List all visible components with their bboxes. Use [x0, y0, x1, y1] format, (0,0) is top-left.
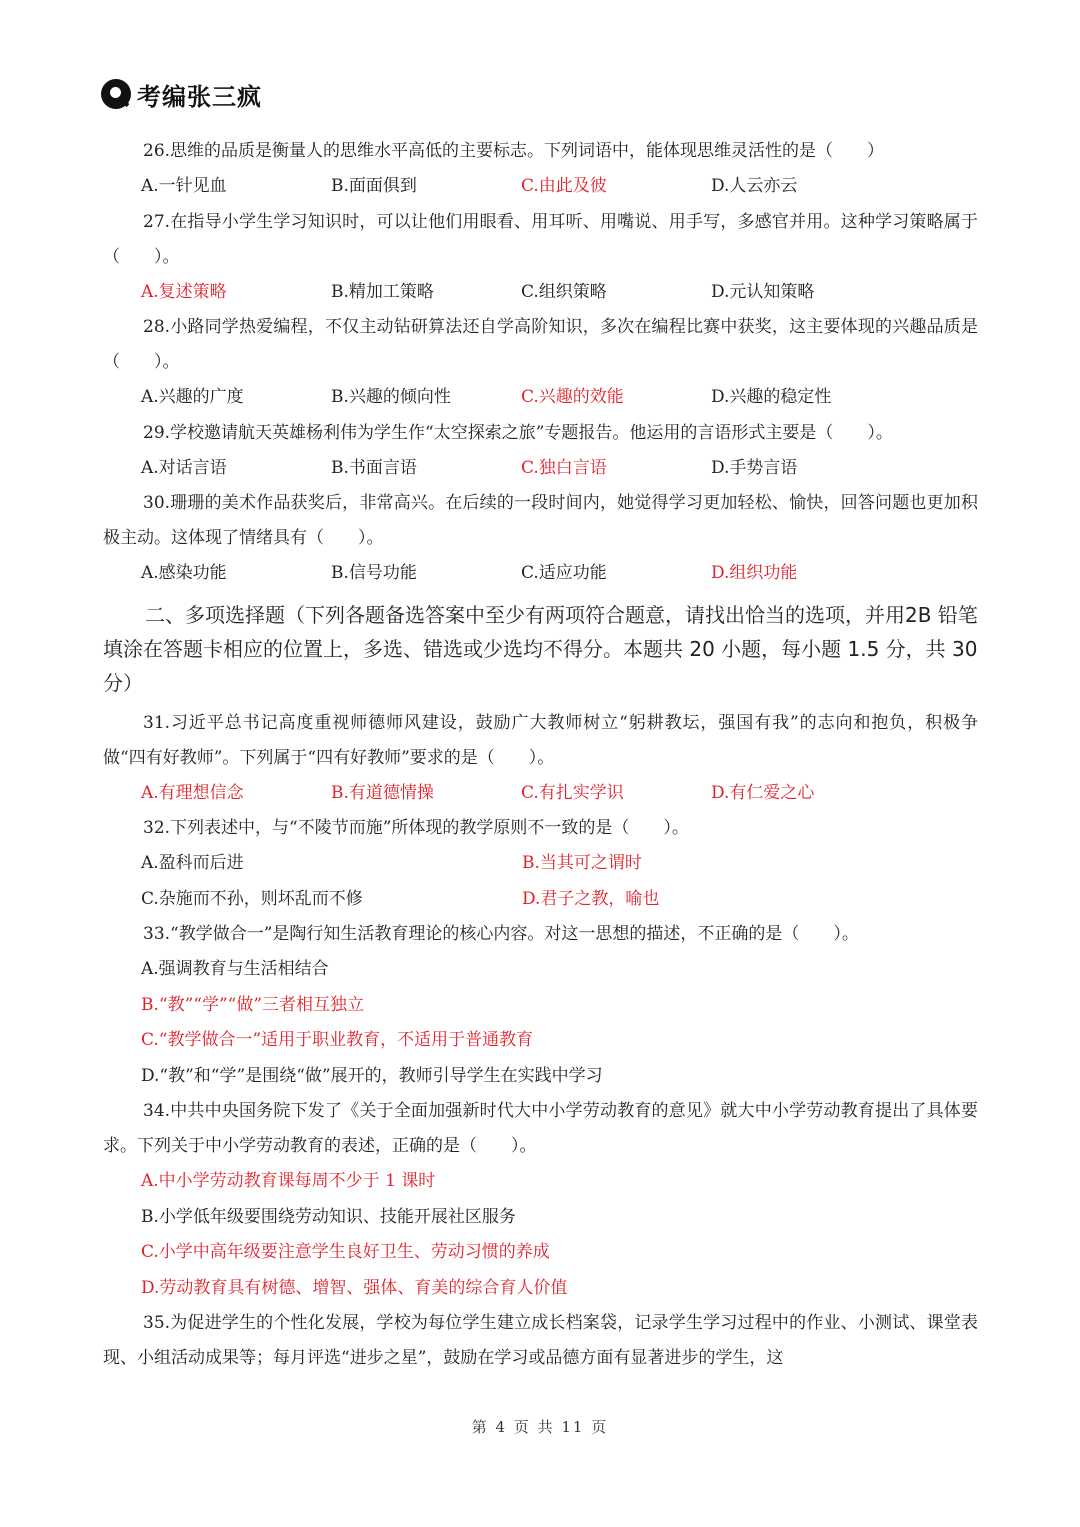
option-32-d: D.君子之教，喻也 — [522, 888, 660, 909]
options-30 — [103, 556, 978, 592]
options-28 — [103, 380, 978, 416]
option-30-b: B.信号功能 — [331, 563, 417, 583]
option-31-c: C.有扎实学识 — [521, 782, 624, 803]
option-27-d: D.元认知策略 — [711, 281, 815, 302]
option-34-c: C.小学中高年级要注意学生良好卫生、劳动习惯的养成 — [141, 1242, 550, 1262]
option-32-a: A.盈科而后进 — [141, 853, 244, 873]
options-27 — [103, 275, 978, 311]
logo-q-icon — [101, 79, 131, 109]
option-29-a: A.对话言语 — [141, 457, 227, 478]
question-31: 31.习近平总书记高度重视师德师风建设，鼓励广大教师树立“躬耕教坛，强国有我”的志向和抱负，积极争做“四有好教师”。下列属于“四有好教师”要求的是（ ）。 — [103, 712, 978, 768]
option-33-c: C.“教学做合一”适用于职业教育，不适用于普通教育 — [141, 1030, 534, 1050]
question-35: 35.为促进学生的个性化发展，学校为每位学生建立成长档案袋，记录学生学习过程中的作业、小测试、课堂表现、小组活动成果等；每月评选“进步之星”，鼓励在学习或品德方面有显著进步的学生，这 — [103, 1313, 978, 1368]
option-28-c: C.兴趣的效能 — [521, 387, 624, 407]
option-34-d: D.劳动教育具有树德、增智、强体、育美的综合育人价值 — [141, 1277, 568, 1298]
option-31-d: D.有仁爱之心 — [711, 782, 815, 803]
question-28: 28.小路同学热爱编程，不仅主动钻研算法还自学高阶知识，多次在编程比赛中获奖，这主要体现的兴趣品质是（ ）。 — [103, 317, 978, 372]
option-27-c: C.组织策略 — [521, 281, 607, 302]
option-28-a: A.兴趣的广度 — [141, 387, 244, 407]
question-26: 26.思维的品质是衡量人的思维水平高低的主要标志。下列词语中，能体现思维灵活性的是（ ） — [143, 141, 885, 161]
option-30-a: A.感染功能 — [141, 563, 227, 583]
logo — [101, 76, 262, 112]
option-32-b: B.当其可之谓时 — [522, 853, 642, 873]
option-26-c: C.由此及彼 — [521, 176, 607, 196]
option-31-a: A.有理想信念 — [141, 782, 244, 803]
option-28-d: D.兴趣的稳定性 — [711, 387, 832, 407]
option-29-b: B.书面言语 — [331, 457, 417, 478]
option-28-b: B.兴趣的倾向性 — [331, 387, 451, 407]
question-33: 33.“教学做合一”是陶行知生活教育理论的核心内容。对这一思想的描述，不正确的是（ ）。 — [143, 924, 859, 944]
question-34: 34.中共中央国务院下发了《关于全面加强新时代大中小学劳动教育的意见》就大中小学劳动教育提出了具体要求。下列关于中小学劳动教育的表述，正确的是（ ）。 — [103, 1101, 978, 1156]
option-33-a: A.强调教育与生活相结合 — [141, 959, 329, 979]
options-29 — [103, 451, 978, 487]
option-26-d: D.人云亦云 — [711, 176, 798, 196]
option-33-d: D.“教”和“学”是围绕“做”展开的，教师引导学生在实践中学习 — [141, 1065, 603, 1086]
question-30: 30.珊珊的美术作品获奖后，非常高兴。在后续的一段时间内，她觉得学习更加轻松、愉快，回答问题也更加积极主动。这体现了情绪具有（ ）。 — [103, 493, 978, 548]
option-34-b: B.小学低年级要围绕劳动知识、技能开展社区服务 — [141, 1206, 516, 1227]
option-31-b: B.有道德情操 — [331, 782, 434, 803]
option-26-b: B.面面俱到 — [331, 176, 417, 196]
page-number: 第 4 页 共 11 页 — [471, 1418, 609, 1436]
option-30-c: C.适应功能 — [521, 563, 607, 583]
question-29: 29.学校邀请航天英雄杨利伟为学生作“太空探索之旅”专题报告。他运用的言语形式主要是（ ）。 — [143, 422, 893, 443]
section-heading-multiple-choice: 二、多项选择题（下列各题备选答案中至少有两项符合题意，请找出恰当的选项，并用2B 铅笔填涂在答题卡相应的位置上，多选、错选或少选均不得分。本题共 20 小题，每小题 1.5 分，共 30 分） — [103, 602, 978, 695]
options-26 — [103, 169, 978, 205]
options-32-row2 — [103, 882, 978, 918]
option-27-a: A.复述策略 — [141, 281, 227, 302]
logo-text: 考编张三疯 — [137, 82, 262, 111]
option-33-b: B.“教”“学”“做”三者相互独立 — [141, 994, 365, 1015]
option-34-a: A.中小学劳动教育课每周不少于 1 课时 — [141, 1171, 436, 1191]
page-content — [103, 134, 978, 1376]
question-32: 32.下列表述中，与“不陵节而施”所体现的教学原则不一致的是（ ）。 — [143, 818, 689, 838]
option-27-b: B.精加工策略 — [331, 281, 434, 302]
option-32-c: C.杂施而不孙，则坏乱而不修 — [141, 888, 363, 909]
options-32-row1 — [103, 846, 978, 882]
option-30-d: D.组织功能 — [711, 563, 798, 583]
option-26-a: A.一针见血 — [141, 176, 227, 196]
question-27: 27.在指导小学生学习知识时，可以让他们用眼看、用耳听、用嘴说、用手写，多感官并用。这种学习策略属于（ ）。 — [103, 211, 978, 267]
options-31 — [103, 776, 978, 812]
option-29-d: D.手势言语 — [711, 457, 798, 478]
option-29-c: C.独白言语 — [521, 457, 607, 478]
